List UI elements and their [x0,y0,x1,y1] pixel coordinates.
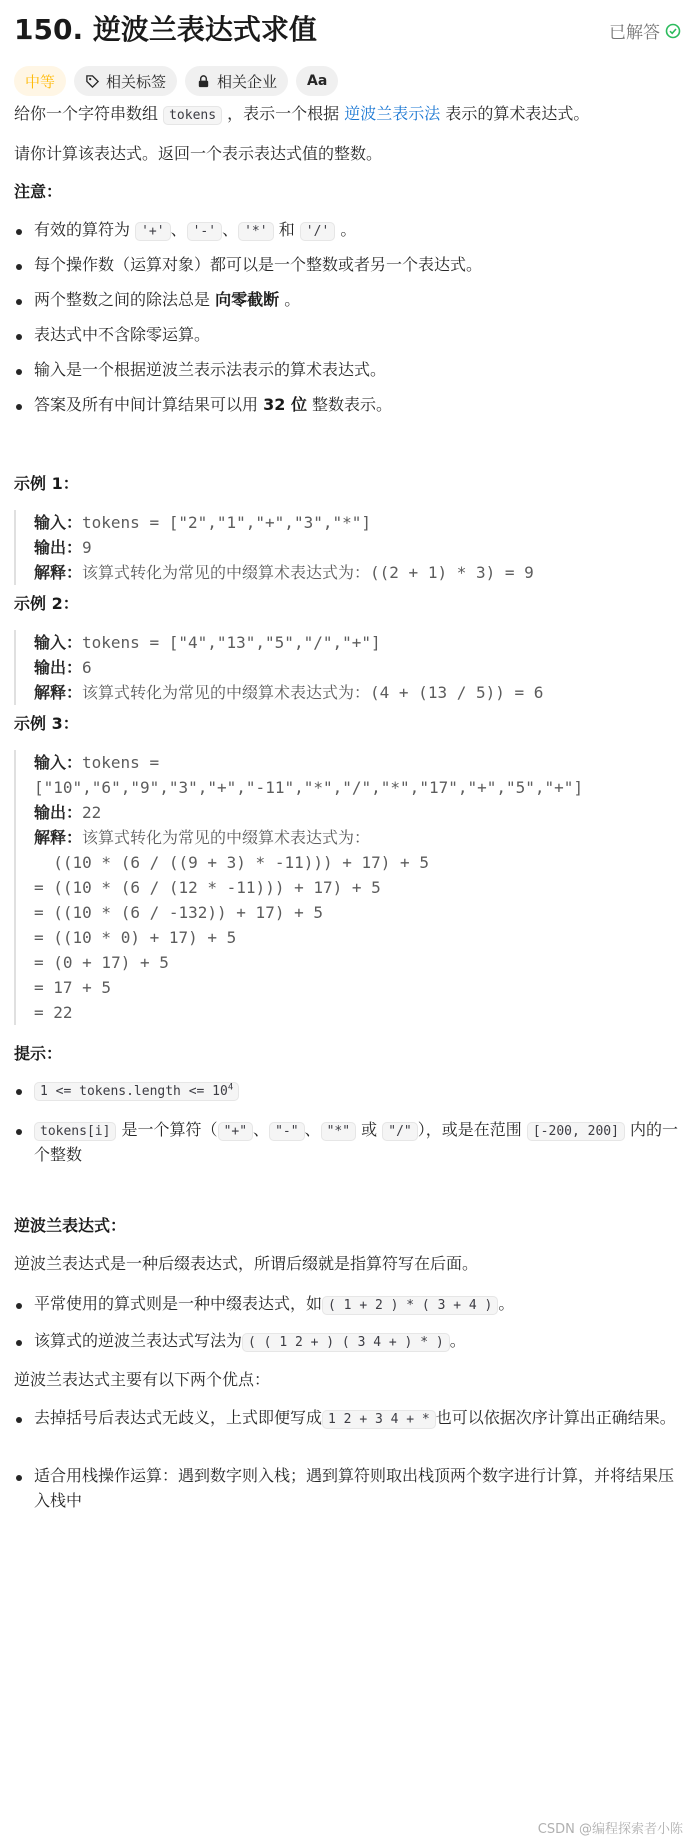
related-companies-button[interactable] [185,66,288,96]
step: = ((10 * 0) + 17) + 5 [34,928,237,947]
note-list [14,218,681,428]
list-item: 答案及所有中间计算结果可以用 32 位 整数表示。 [14,393,681,428]
example-3: 输入：tokens = ["10","6","9","3","+","-11","*","/","*","17","+","5","+"] 输出：22 解释：该算式转化为常见的中缀算术表达式为： ((10 * (6 / ((9 + 3) * -11))) + 17) + 5 = ((10 * (6 / (12 * -11))) + 17) + 5 = ((10 * (6 / -132)) + 17) + 5 = ((10 * 0) + 17) + 5 = (0 + 17) + 5 = 17 + 5 = 22 [14,750,634,1025]
step: = 22 [34,1003,73,1022]
list-item: tokens[i] 是一个算符（ "+" 、 "-" 、 "*" 或 "/" ），或是在范围 [-200, 200] 内的一个整数 [14,1118,681,1168]
list-item: 每个操作数（运算对象）都可以是一个整数或者另一个表达式。 [14,253,681,288]
related-tags-label: 相关标签 [106,72,167,91]
list-item: 适合用栈操作运算：遇到数字则入栈；遇到算符则取出栈顶两个数字进行计算，并将结果压入栈中 [14,1464,681,1514]
description-p1: 给你一个字符串数组 tokens ，表示一个根据 逆波兰表示法 表示的算术表达式。 [14,104,590,123]
example-2: 输入：tokens = ["4","13","5","/","+"] 输出：6 解释：该算式转化为常见的中缀算术表达式为：(4 + (13 / 5)) = 6 [14,630,543,705]
list-item: 表达式中不含除零运算。 [14,323,681,358]
list-item: 去掉括号后表达式无歧义，上式即便写成 1 2 + 3 4 + * 也可以依据次序计算出正确结果。 [14,1406,681,1464]
page-title: 150. 逆波兰表达式求值 [14,13,317,46]
example-1-heading: 示例 1： [14,474,79,493]
tag-icon [85,74,100,89]
check-circle-icon [665,23,681,39]
example-2-heading: 示例 2： [14,594,79,613]
note-heading: 注意： [14,182,63,201]
lock-icon [196,74,211,89]
list-item: 该算式的逆波兰表达式写法为 ( ( 1 2 + ) ( 3 4 + ) * ) 。 [14,1329,681,1354]
rpn-p1: 逆波兰表达式是一种后缀表达式，所谓后缀就是指算符写在后面。 [14,1254,479,1273]
step: = ((10 * (6 / -132)) + 17) + 5 [34,903,323,922]
related-companies-label: 相关企业 [217,72,278,91]
step: = (0 + 17) + 5 [34,953,169,972]
solved-label: 已解答 [609,23,660,43]
rpn-heading: 逆波兰表达式： [14,1216,127,1235]
rpn-list-2 [14,1406,681,1514]
step: = 17 + 5 [34,978,112,997]
step: = ((10 * (6 / (12 * -11))) + 17) + 5 [34,878,381,897]
hints-heading: 提示： [14,1044,63,1063]
solved-status[interactable] [609,18,681,43]
inline-code: tokens [163,106,222,125]
hints-list [14,1078,681,1168]
rpn-link[interactable]: 逆波兰表示法 [344,104,441,123]
watermark: CSDN @编程探索者小陈 [537,1822,683,1837]
example-1: 输入：tokens = ["2","1","+","3","*"] 输出：9 解释：该算式转化为常见的中缀算术表达式为：((2 + 1) * 3) = 9 [14,510,534,585]
list-item: 两个整数之间的除法总是 向零截断 。 [14,288,681,323]
translate-icon: Aa [307,73,328,89]
rpn-p2: 逆波兰表达式主要有以下两个优点： [14,1370,271,1389]
translate-button[interactable] [296,66,338,96]
list-item: 平常使用的算式则是一种中缀表达式，如 ( 1 + 2 ) * ( 3 + 4 ) 。 [14,1292,681,1329]
header [0,0,697,60]
example-3-heading: 示例 3： [14,714,79,733]
step: ((10 * (6 / ((9 + 3) * -11))) + 17) + 5 [34,853,429,872]
list-item: 1 <= tokens.length <= $10^4$ [14,1078,681,1118]
list-item: 输入是一个根据逆波兰表示法表示的算术表达式。 [14,358,681,393]
description-p2: 请你计算该表达式。返回一个表示表达式值的整数。 [14,144,383,163]
difficulty-badge[interactable]: 中等 [14,66,66,96]
rpn-list-1 [14,1292,681,1354]
tag-bar [14,66,338,96]
related-tags-button[interactable] [74,66,177,96]
list-item: 有效的算符为 '+' 、 '-' 、 '*' 和 '/' 。 [14,218,681,253]
